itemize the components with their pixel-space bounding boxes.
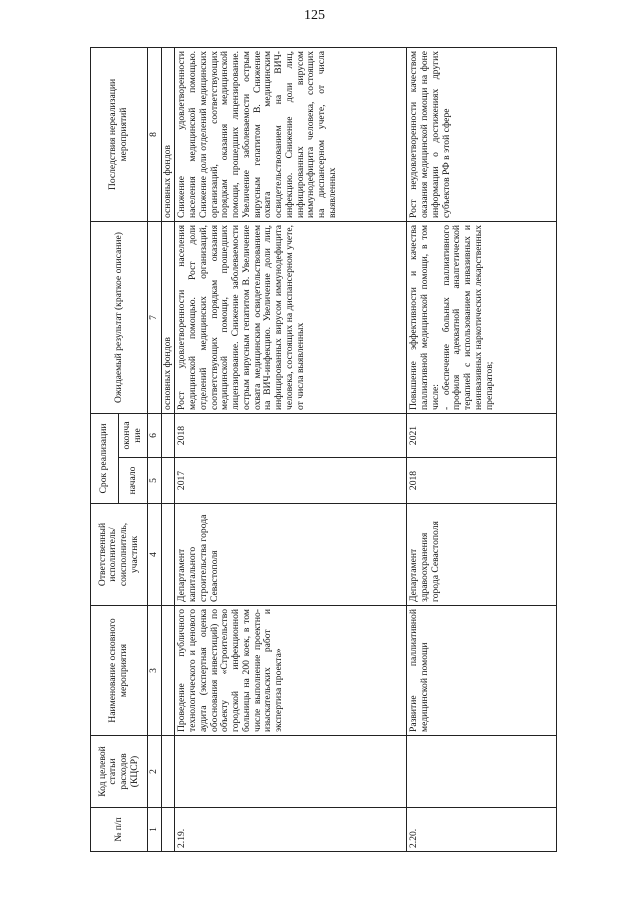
- header-consequences: Последствия нереализации мероприятий: [91, 47, 148, 221]
- header-start: начало: [119, 458, 148, 504]
- row-code: [175, 736, 407, 808]
- header-name: Наименование основного мероприятия: [91, 606, 148, 736]
- row-result: Повышение эффективности и качества паллиативной медицинской помощи, в том числе: - обеспечение больных паллиативного профиля адекватной аналгетической терапией с использованием инвазивных и неинвазивных наркотических лекарственных препаратов;: [407, 221, 557, 413]
- column-number-row: [148, 47, 162, 851]
- table-row: [407, 47, 557, 851]
- header-executor: Ответственный исполнитель/ соисполнитель, участник: [91, 504, 148, 606]
- column-number: 7: [148, 221, 162, 413]
- table-row: [175, 47, 407, 851]
- continuation-row: [161, 47, 175, 851]
- row-name: Проведение публичного технологического и ценового аудита (экспертная оценка обоснования инвестиций) по объекту «Строительство городской инфекционной больницы на 200 коек, в том числе выполнение проектно-изыскательских работ и экспертиза проекта»: [175, 606, 407, 736]
- header-result: Ожидаемый результат (краткое описание): [91, 221, 148, 413]
- row-num: 2.20.: [407, 808, 557, 852]
- row-start: 2018: [407, 458, 557, 504]
- row-executor: Департамент здравоохранения города Севастополя: [407, 504, 557, 606]
- column-number: 5: [148, 458, 162, 504]
- row-executor: Департамент капитального строительства города Севастополя: [175, 504, 407, 606]
- column-number: 3: [148, 606, 162, 736]
- consequences-continuation: основных фондов: [161, 47, 175, 221]
- header-num: № п/п: [91, 808, 148, 852]
- row-num: 2.19.: [175, 808, 407, 852]
- row-code: [407, 736, 557, 808]
- header-code: Код целевой статьи расходов (КЦСР): [91, 736, 148, 808]
- row-end: 2021: [407, 413, 557, 457]
- column-number: 6: [148, 413, 162, 457]
- result-continuation: основных фондов: [161, 221, 175, 413]
- row-start: 2017: [175, 458, 407, 504]
- row-name: Развитие паллиативной медицинской помощи: [407, 606, 557, 736]
- column-number: 4: [148, 504, 162, 606]
- row-consequences: Рост неудовлетворенности качеством оказания медицинской помощи на фоне информации о достижениях других субъектов РФ в этой сфере: [407, 47, 557, 221]
- rotated-table-container: [90, 48, 600, 852]
- row-end: 2018: [175, 413, 407, 457]
- header-row: [91, 47, 119, 851]
- row-consequences: Снижение удовлетворенности населения медицинской помощью. Снижение доли отделений медицинских организаций, соответствующих порядкам оказания медицинской помощи, прошедших лицензирование. Увеличение заболеваемости острым вирусным гепатитом В. Снижение охвата медицинским освидетельствованием на ВИЧ-инфекцию. Снижение доли лиц, инфицированных вирусом иммунодефицита человека, состоящих на диспансерном учете, от числа выявленных: [175, 47, 407, 221]
- header-end: оконча ние: [119, 413, 148, 457]
- column-number: 2: [148, 736, 162, 808]
- measures-table: [90, 47, 557, 852]
- header-period: Срок реализации: [91, 413, 119, 503]
- column-number: 1: [148, 808, 162, 852]
- page-number: 125: [304, 8, 325, 23]
- row-result: Рост удовлетворенности населения медицинской помощью. Рост доли отделений медицинских организаций, соответствующих порядкам оказания медицинской помощи, прошедших лицензирование. Снижение заболеваемости острым вирусным гепатитом В. Увеличение охвата медицинским освидетельствованием на ВИЧ-инфекцию. Увеличение доли лиц, инфицированных вирусом иммунодефицита человека, состоящих на диспансерном учете, от числа выявленных: [175, 221, 407, 413]
- column-number: 8: [148, 47, 162, 221]
